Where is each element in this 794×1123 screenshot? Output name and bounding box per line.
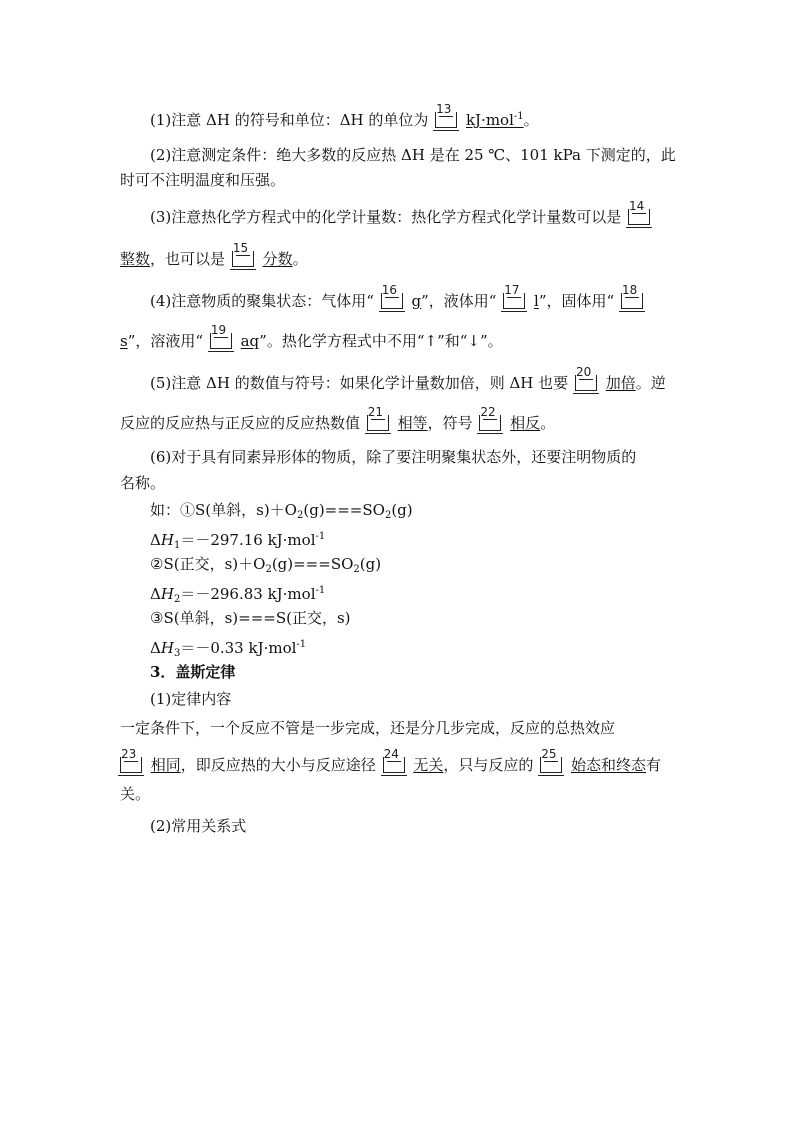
section-3-sub-1: (1)定律内容 [150, 690, 232, 708]
answer-blank-23: 23 [120, 752, 142, 776]
answer-16: g [411, 292, 422, 310]
answer-blank-16: 16 [381, 288, 403, 312]
answer-blank-18: 18 [621, 288, 643, 312]
para-4-line-2: s”，溶液用“ 19 aq”。热化学方程式中不用“↑”和“↓”。 [120, 323, 503, 350]
answer-21: 相等 [397, 414, 428, 432]
answer-22: 相反 [510, 414, 541, 432]
answer-20: 加倍 [605, 374, 636, 392]
answer-19: aq [240, 332, 260, 350]
para-3-line-2: 整数，也可以是 15 分数。 [120, 241, 308, 268]
para-5-line-1: (5)注意 ΔH 的数值与符号：如果化学计量数加倍，则 ΔH 也要 20 加倍。逆 [150, 365, 666, 392]
para-2-line-1: (2)注意测定条件：绝大多数的反应热 ΔH 是在 25 ℃、101 kPa 下测定的，此 [150, 146, 676, 164]
para-2-line-2: 时可不注明温度和压强。 [120, 171, 286, 189]
law-line-1: 一定条件下，一个反应不管是一步完成，还是分几步完成，反应的总热效应 [120, 719, 616, 737]
section-3-title: 3．盖斯定律 [150, 663, 236, 681]
para-3-line-1: (3)注意热化学方程式中的化学计量数：热化学方程式化学计量数可以是 14 [150, 204, 654, 228]
delta-h-2: $\Delta H_2=-296.83$ kJ·mol$^{-1}$ [150, 585, 326, 605]
delta-h-1: $\Delta H_1=-297.16$ kJ·mol$^{-1}$ [150, 531, 326, 551]
answer-14: 整数 [120, 250, 151, 268]
answer-25: 始态和终态 [570, 756, 646, 774]
answer-blank-19: 19 [210, 328, 232, 352]
para-6-line-2: 名称。 [120, 474, 166, 492]
answer-15: 分数 [262, 250, 293, 268]
answer-23: 相同 [150, 756, 181, 774]
law-line-2: 23 相同，即反应热的大小与反应途径 24 无关，只与反应的 25 始态和终态有 [120, 752, 661, 776]
law-line-3: 关。 [120, 785, 151, 803]
answer-13: kJ·mol$^{-1}$ [465, 111, 524, 129]
para-1: (1)注意 ΔH 的符号和单位：ΔH 的单位为 13 kJ·mol$^{-1}$。 [150, 102, 539, 129]
answer-17: l [534, 292, 539, 310]
answer-blank-17: 17 [503, 288, 525, 312]
section-3-sub-2: (2)常用关系式 [150, 817, 247, 835]
answer-blank-25: 25 [540, 752, 562, 776]
answer-24: 无关 [413, 756, 444, 774]
answer-blank-15: 15 [232, 246, 254, 270]
para-1-text: (1)注意 ΔH 的符号和单位：ΔH 的单位为 [150, 111, 429, 129]
answer-blank-24: 24 [383, 752, 405, 776]
delta-h-3: $\Delta H_3=-0.33$ kJ·mol$^{-1}$ [150, 639, 307, 659]
para-6-line-1: (6)对于具有同素异形体的物质，除了要注明聚集状态外，还要注明物质的 [150, 448, 637, 466]
answer-18: s [120, 332, 128, 350]
answer-blank-20: 20 [575, 370, 597, 394]
equation-3: ③S(单斜，s)===S(正交，s) [150, 609, 351, 627]
answer-blank-14: 14 [628, 204, 650, 228]
answer-blank-13: 13 [435, 107, 457, 131]
equation-2: ②S(正交，$s)+O_2(g)===SO_2(g)$ [150, 555, 382, 575]
answer-blank-21: 21 [367, 410, 389, 434]
para-4-line-1: (4)注意物质的聚集状态：气体用“ 16 g”，液体用“ 17 l”，固体用“ 18 [150, 288, 647, 312]
equation-1: 如：①S(单斜，$s)+O_2(g)===SO_2(g)$ [150, 501, 413, 521]
answer-blank-22: 22 [479, 410, 501, 434]
para-5-line-2: 反应的反应热与正反应的反应热数值 21 相等，符号 22 相反。 [120, 405, 556, 432]
